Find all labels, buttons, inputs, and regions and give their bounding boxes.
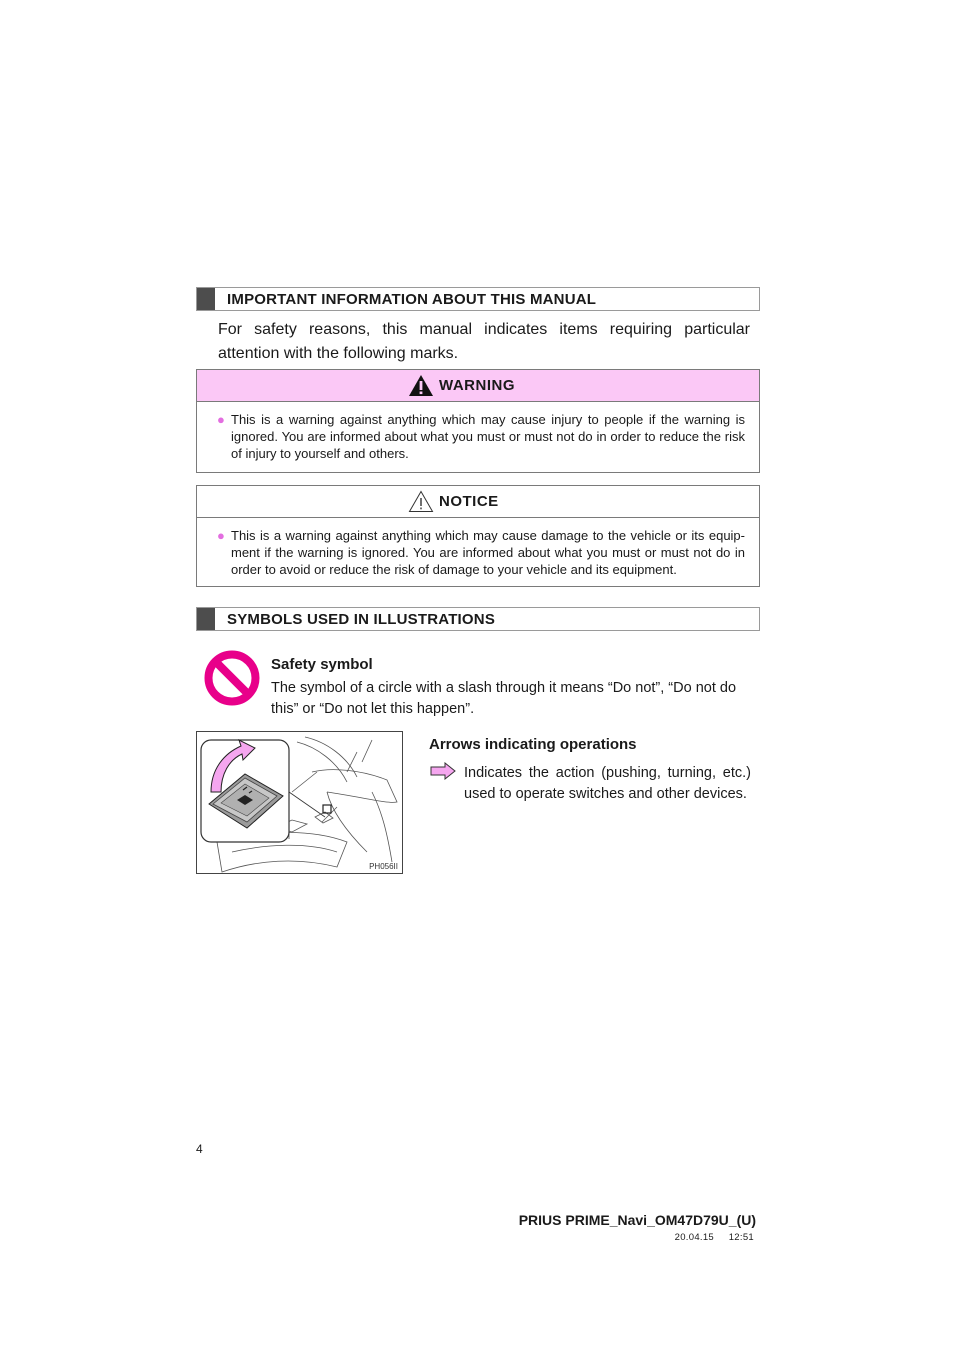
- notice-body: [197, 518, 759, 590]
- section-header-symbols: [196, 607, 760, 631]
- page-number: 4: [196, 1142, 203, 1156]
- safety-symbol-description: The symbol of a circle with a slash through it means “Do not”, “Do not do this” or “Do not let this happen”.: [271, 680, 737, 717]
- notice-triangle-icon: [408, 490, 434, 513]
- prohibition-icon: [204, 650, 260, 706]
- list-item: [217, 527, 745, 578]
- footer-date: 20.04.15 12:51: [674, 1232, 754, 1243]
- warning-body: [197, 402, 759, 474]
- notice-text: This is a warning against anything which may cause damage to the vehicle or its equip-ment if the warning is ignored. You are informed about what you must or must not do in order to avoid or reduce the risk of damage to your vehicle and its equipment.: [231, 528, 745, 577]
- section-title: SYMBOLS USED IN ILLUSTRATIONS: [227, 610, 496, 628]
- section-tab: [197, 288, 215, 310]
- intro-text: For safety reasons, this manual indicates items requiring particular attention with the following marks.: [218, 321, 750, 362]
- footer-doc-id: PRIUS PRIME_Navi_OM47D79U_(U): [518, 1212, 756, 1228]
- notice-label: NOTICE: [439, 493, 499, 510]
- warning-label: WARNING: [439, 377, 515, 394]
- illustration-code: PH056II: [369, 862, 398, 871]
- console-drawing: [197, 732, 403, 874]
- warning-box: [196, 369, 760, 473]
- section-header-important: [196, 287, 760, 311]
- section-title: IMPORTANT INFORMATION ABOUT THIS MANUAL: [227, 290, 597, 308]
- warning-text: This is a warning against anything which may cause injury to people if the warning is ignored. You are informed about what you must or must not do in order to reduce the risk of injury to yourself and others.: [231, 412, 745, 461]
- section-tab: [197, 608, 215, 630]
- safety-symbol-title: Safety symbol: [271, 656, 373, 673]
- warning-triangle-icon: [408, 374, 434, 397]
- arrows-description: Indicates the action (pushing, turning, etc.) used to operate switches and other devices.: [464, 765, 751, 802]
- notice-box: [196, 485, 760, 587]
- arrow-right-icon: [430, 762, 456, 780]
- arrows-title: Arrows indicating operations: [429, 736, 637, 753]
- warning-header: [197, 370, 759, 402]
- list-item: [217, 411, 745, 462]
- bullet-icon: ●: [217, 528, 225, 543]
- notice-header: [197, 486, 759, 518]
- bullet-icon: ●: [217, 412, 225, 427]
- usb-port-illustration: [196, 731, 403, 874]
